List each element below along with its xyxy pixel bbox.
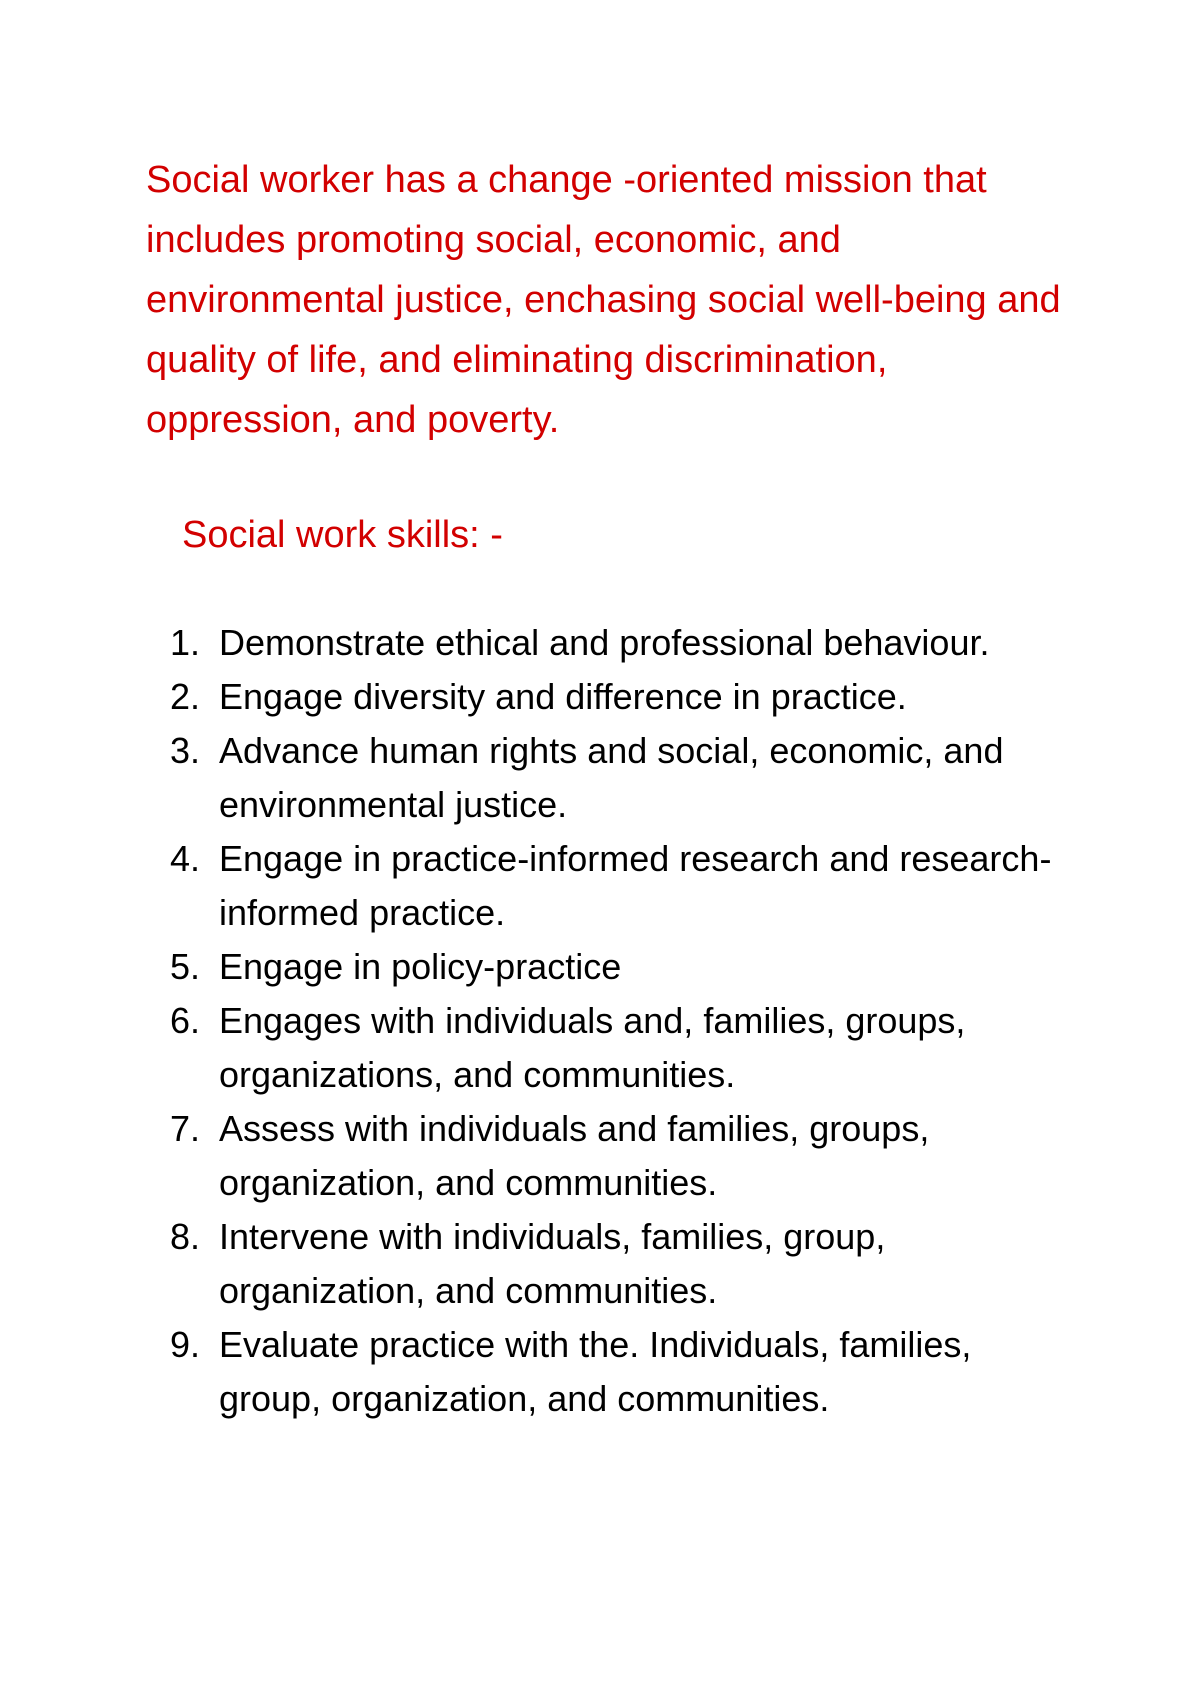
skill-number: 9. — [170, 1324, 201, 1365]
skill-number: 4. — [170, 838, 201, 879]
skill-text: Evaluate practice with the. Individuals, families, group, organization, and communities. — [219, 1324, 972, 1419]
skill-item-5 — [0, 940, 1079, 994]
skill-text: Engage diversity and difference in practice. — [219, 676, 907, 717]
skill-number: 6. — [170, 1000, 201, 1041]
skill-item-3 — [0, 724, 1079, 832]
skill-item-4 — [0, 832, 1079, 940]
skill-text: Engages with individuals and, families, groups, organizations, and communities. — [219, 1000, 966, 1095]
skill-text: Engage in practice-informed research and research-informed practice. — [219, 838, 1052, 933]
skill-item-6 — [0, 994, 1079, 1102]
skill-text: Assess with individuals and families, groups, organization, and communities. — [219, 1108, 930, 1203]
skill-text: Intervene with individuals, families, group, organization, and communities. — [219, 1216, 886, 1311]
skill-item-9 — [0, 1318, 1079, 1426]
skills-list — [0, 616, 1200, 1426]
intro-paragraph: Social worker has a change -oriented mission that includes promoting social, economic, and environmental justice, enchasing social well-being and quality of life, and eliminating discrimination, oppression, and poverty. — [146, 159, 1061, 441]
skill-number: 3. — [170, 730, 201, 771]
skill-number: 1. — [170, 622, 201, 663]
skill-number: 8. — [170, 1216, 201, 1257]
skill-text: Engage in policy-practice — [219, 946, 622, 987]
skill-item-7 — [0, 1102, 1079, 1210]
skill-item-2 — [0, 670, 1079, 724]
skill-number: 5. — [170, 946, 201, 987]
skills-heading: Social work skills: - — [182, 514, 503, 556]
skill-item-1 — [0, 616, 1079, 670]
skill-text: Demonstrate ethical and professional behaviour. — [219, 622, 990, 663]
skill-text: Advance human rights and social, economic, and environmental justice. — [219, 730, 1004, 825]
skill-number: 7. — [170, 1108, 201, 1149]
skill-item-8 — [0, 1210, 1079, 1318]
skill-number: 2. — [170, 676, 201, 717]
